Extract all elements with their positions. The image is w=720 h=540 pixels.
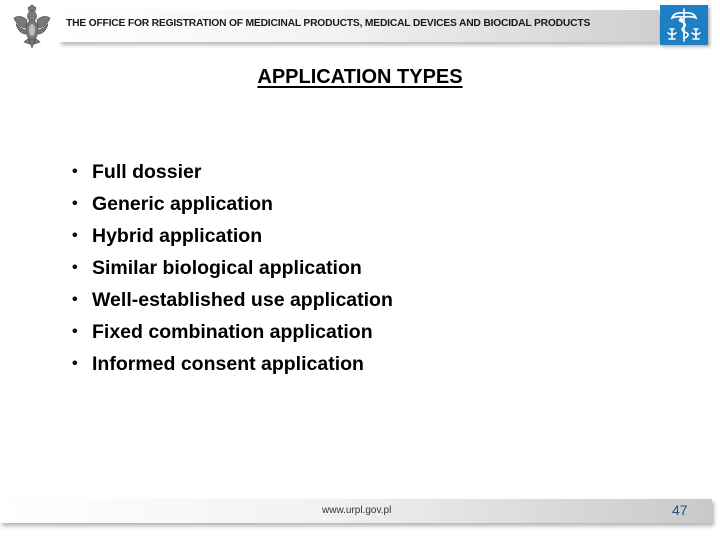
bullet-icon: • [72,227,78,244]
list-item-label: Hybrid application [92,225,263,247]
list-item-label: Informed consent application [92,353,364,375]
list-item-label: Similar biological application [92,257,362,279]
bullet-icon: • [72,259,78,276]
list-item [72,284,393,316]
slide-title-text: APPLICATION TYPES [257,66,463,88]
application-types-list [72,156,393,380]
caduceus-logo-icon [660,5,708,45]
list-item [72,188,393,220]
header-title: THE OFFICE FOR REGISTRATION OF MEDICINAL PRODUCTS, MEDICAL DEVICES AND BIOCIDAL PRODUCTS [66,18,591,29]
eagle-emblem-icon [10,4,54,50]
list-item [72,156,393,188]
bullet-icon: • [72,163,78,180]
page-number: 47 [672,502,688,518]
slide-title [0,66,720,89]
bullet-icon: • [72,195,78,212]
bullet-icon: • [72,291,78,308]
bullet-icon: • [72,355,78,372]
list-item [72,220,393,252]
list-item [72,252,393,284]
list-item-label: Well-established use application [92,289,393,311]
list-item [72,316,393,348]
list-item [72,348,393,380]
list-item-label: Fixed combination application [92,321,373,343]
list-item-label: Full dossier [92,161,202,183]
footer-url: www.urpl.gov.pl [322,505,392,516]
bullet-icon: • [72,323,78,340]
list-item-label: Generic application [92,193,273,215]
